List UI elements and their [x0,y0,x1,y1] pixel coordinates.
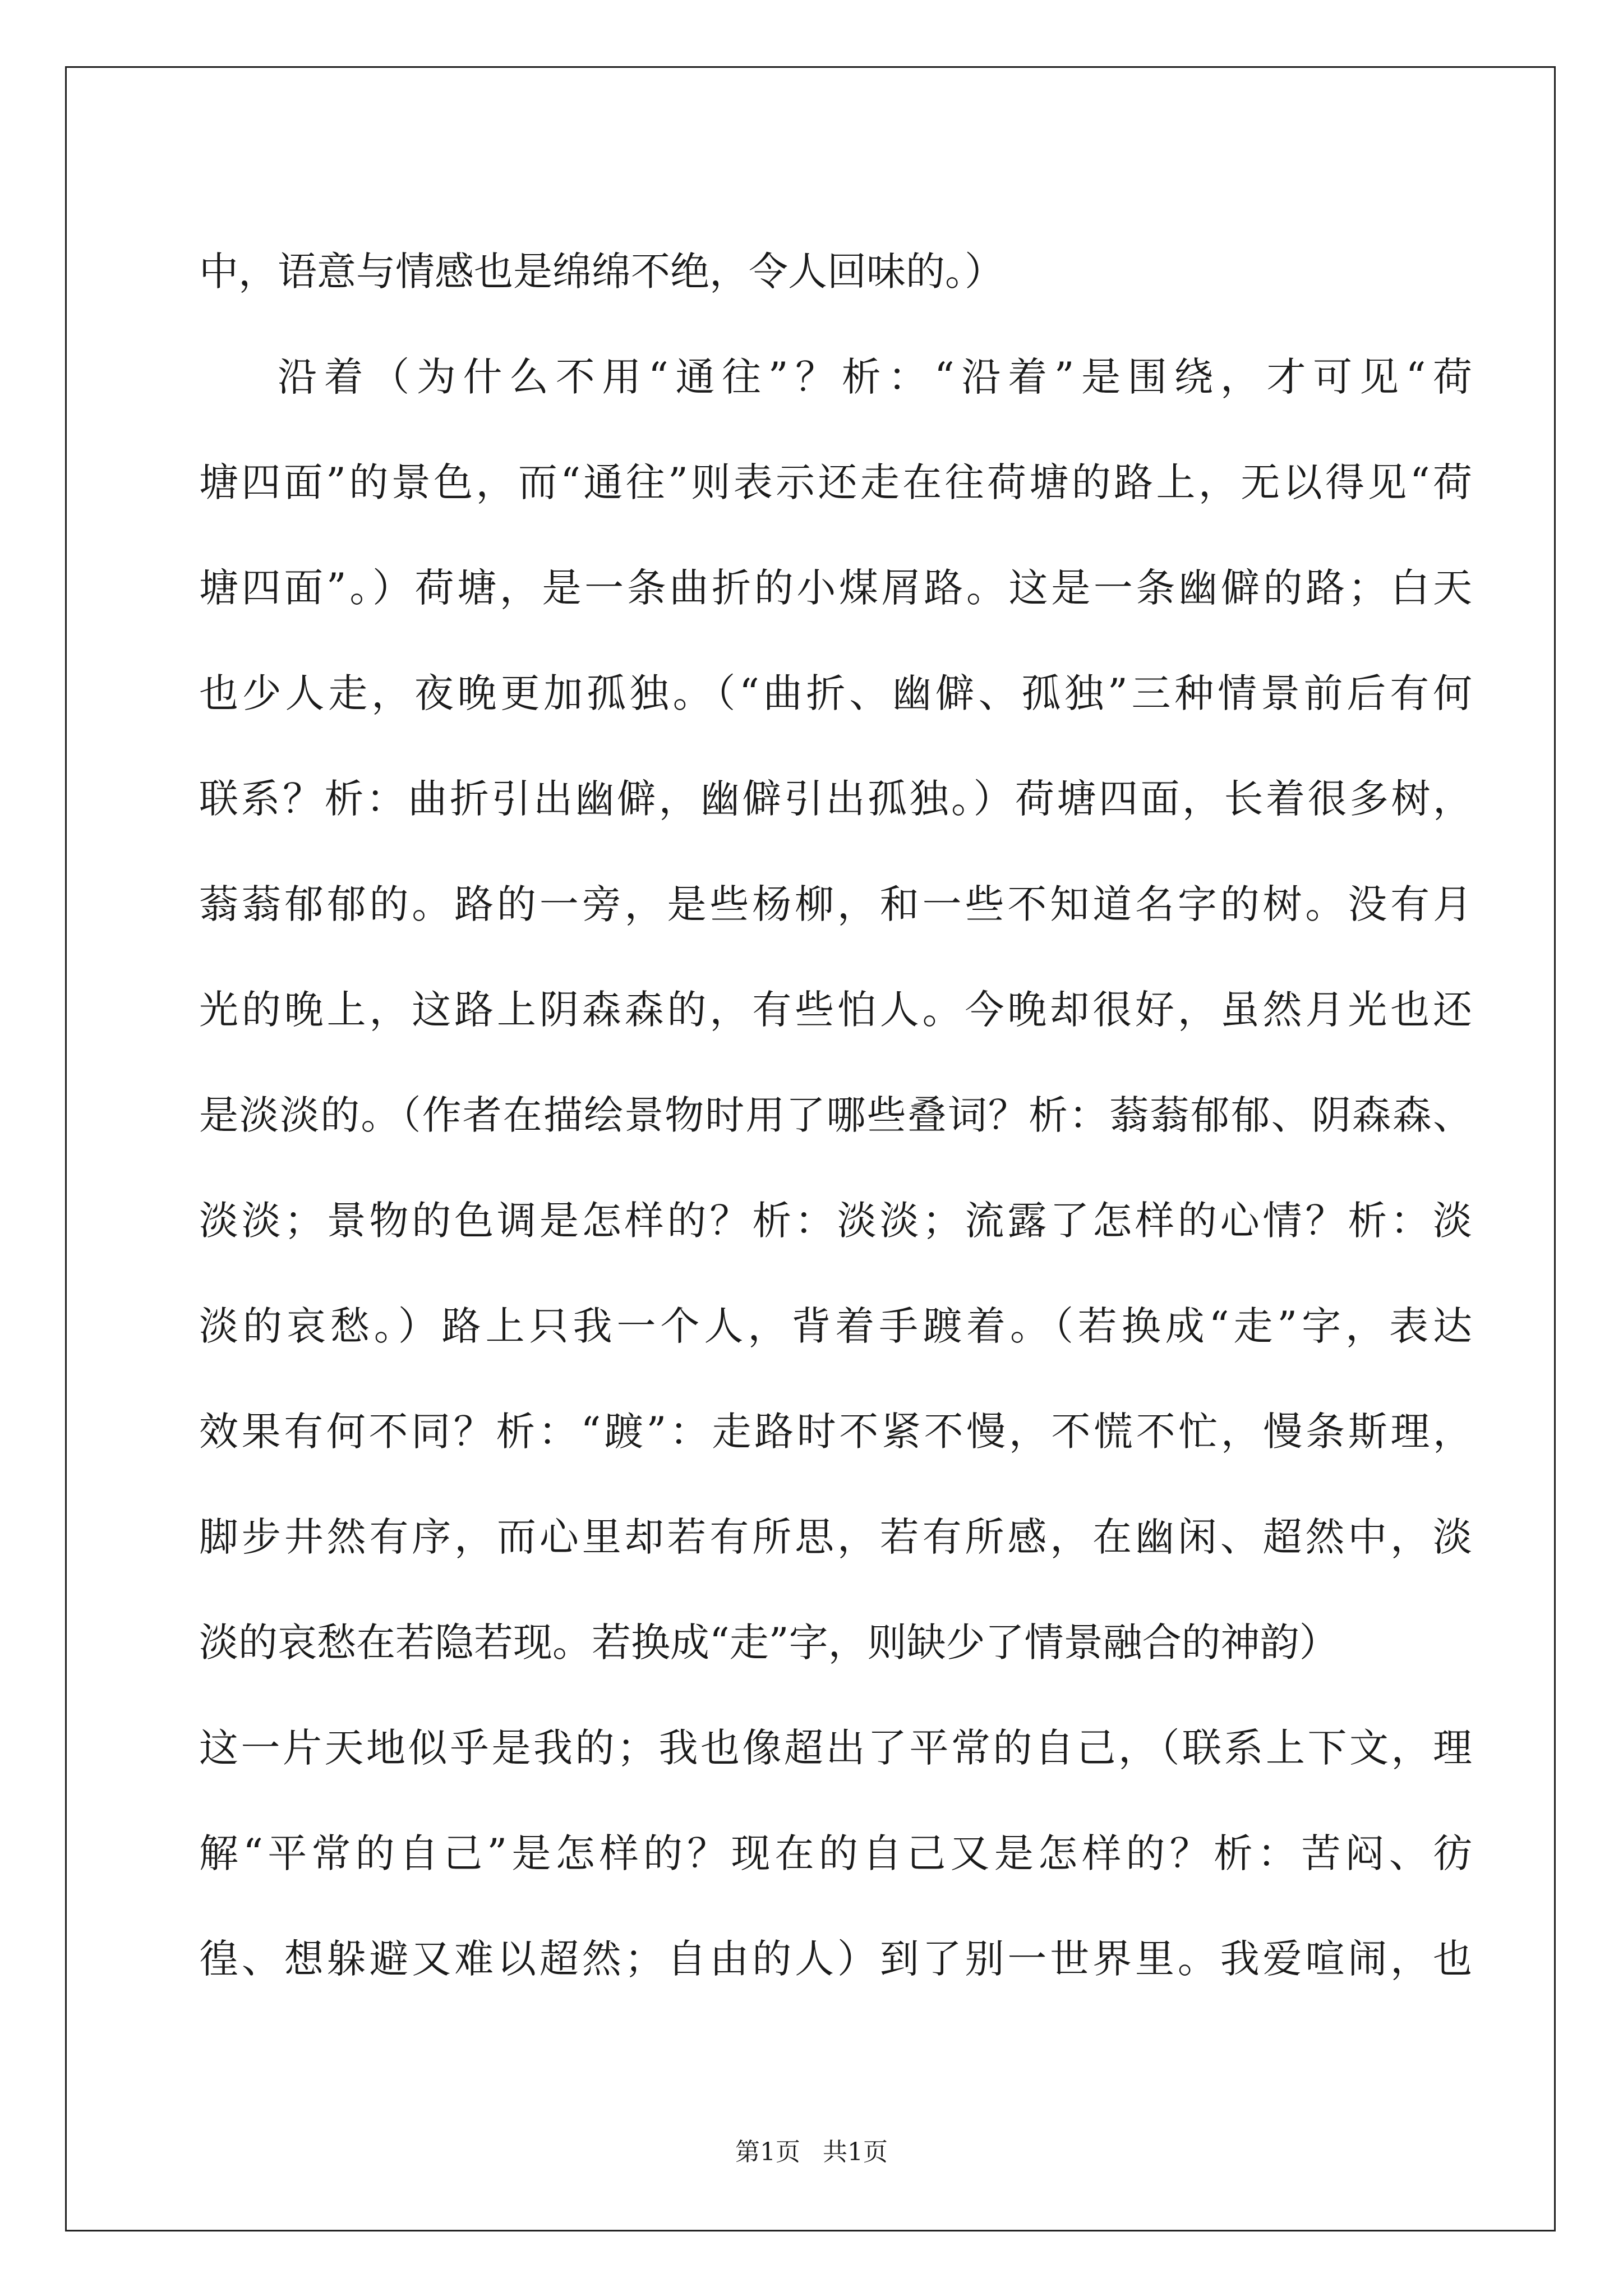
text-line: 蓊蓊郁郁的。路的一旁，是些杨柳，和一些不知道名字的树。没有月 [199,881,1472,927]
text-line: 这一片天地似乎是我的；我也像超出了平常的自己，（联系上下文，理 [199,1725,1472,1771]
document-body [199,219,1472,2012]
text-line: 解“平常的自己”是怎样的？现在的自己又是怎样的？析：苦闷、彷 [199,1830,1472,1876]
text-line: 淡的哀愁。）路上只我一个人，背着手踱着。（若换成“走”字，表达 [199,1303,1472,1349]
text-line: 联系？析：曲折引出幽僻，幽僻引出孤独。）荷塘四面，长着很多树， [199,776,1472,822]
text-line: 脚步井然有序，而心里却若有所思，若有所感，在幽闲、超然中，淡 [199,1514,1472,1560]
text-line: 也少人走，夜晚更加孤独。（“曲折、幽僻、孤独”三种情景前后有何 [199,670,1472,716]
text-line: 中，语意与情感也是绵绵不绝，令人回味的。） [199,249,1004,295]
text-line: 塘四面”。）荷塘，是一条曲折的小煤屑路。这是一条幽僻的路；白天 [199,565,1472,611]
text-line: 是淡淡的。（作者在描绘景物时用了哪些叠词？析：蓊蓊郁郁、阴森森、 [199,1092,1472,1138]
text-line: 淡淡；景物的色调是怎样的？析：淡淡；流露了怎样的心情？析：淡 [199,1198,1472,1244]
text-line: 塘四面”的景色，而“通往”则表示还走在往荷塘的路上，无以得见“荷 [199,459,1472,505]
page-footer [0,2132,1623,2168]
text-line: 光的晚上，这路上阴森森的，有些怕人。今晚却很好，虽然月光也还 [199,987,1472,1033]
page-number: 第1页 [735,2138,800,2166]
text-line: 徨、想躲避又难以超然；自由的人）到了别一世界里。我爱喧闹，也 [199,1936,1472,1982]
text-line: 沿着（为什么不用“通往”？析：“沿着”是围绕，才可见“荷 [278,354,1472,400]
text-line: 淡的哀愁在若隐若现。若换成“走”字，则缺少了情景融合的神韵） [199,1619,1339,1665]
text-line: 效果有何不同？析：“踱”：走路时不紧不慢，不慌不忙，慢条斯理， [199,1409,1472,1455]
page-total: 共1页 [823,2138,888,2166]
